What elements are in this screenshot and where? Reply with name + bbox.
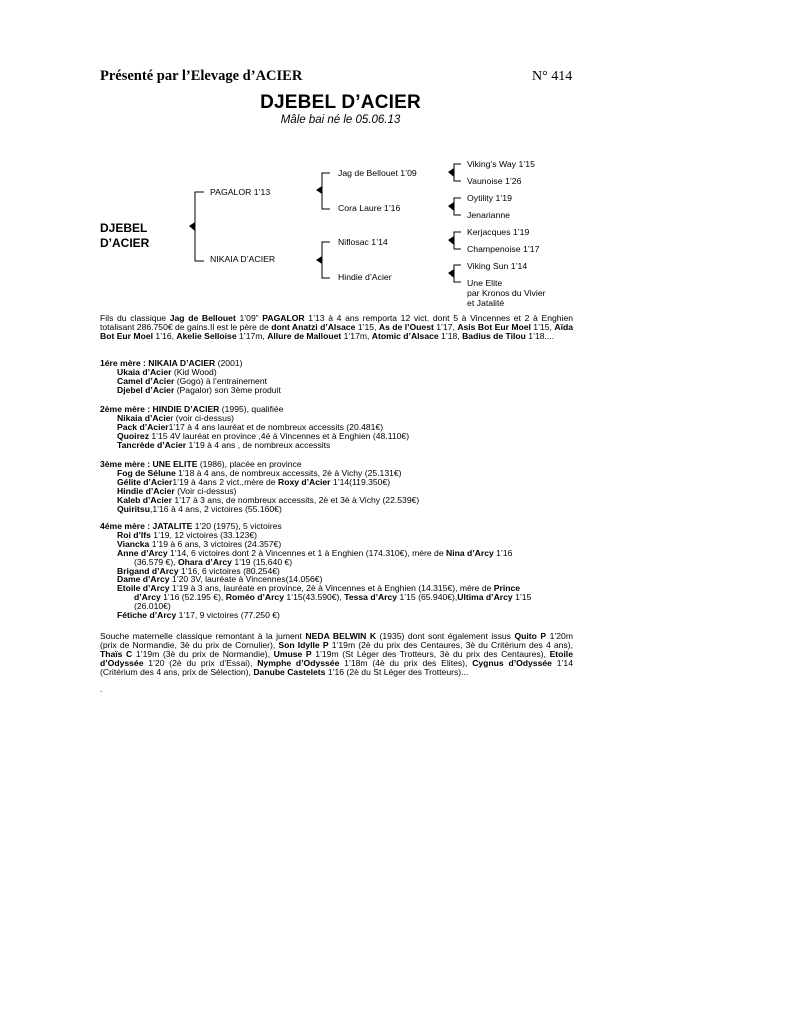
list-item: Roi d’Ifs 1’19, 12 victoires (33.123€) bbox=[117, 529, 257, 540]
catalog-number: N° 414 bbox=[532, 69, 573, 84]
horse-name-line1: DJEBEL bbox=[100, 221, 148, 235]
bracket-gg1 bbox=[454, 164, 461, 181]
list-item: Quoirez 1’15 4V lauréat en province ,4é à Vincennes et à Enghien (48.110€) bbox=[117, 430, 410, 441]
arrow-gg2 bbox=[448, 202, 454, 211]
arrow-gg1 bbox=[448, 168, 454, 177]
list-item: Djebel d’Acier (Pagalor) son 3ème produit bbox=[117, 384, 281, 395]
pedigree-sire-sire: Jag de Bellouet 1’09 bbox=[338, 168, 417, 178]
bracket-gg2 bbox=[454, 198, 461, 215]
arrow-gen1 bbox=[189, 222, 195, 231]
list-item: Fog de Sélune 1’18 à 4 ans, de nombreux accessits, 2è à Vichy (25.131€) bbox=[117, 467, 402, 478]
third-dam-section bbox=[100, 460, 573, 513]
list-item: Quiritsu,1’16 à 4 ans, 2 victoires (55.160€) bbox=[117, 503, 282, 514]
list-item: Anne d’Arcy 1’14, 6 victoires dont 2 à Vincennes et 1 à Enghien (174.310€), mère de Nina d’Arcy 1’16 bbox=[117, 547, 513, 558]
list-item-continued: (36.579 €), Ohara d’Arcy 1’19 (15.640 €) bbox=[134, 556, 293, 567]
pedigree-brackets bbox=[0, 0, 791, 320]
bracket-gen1 bbox=[195, 192, 204, 261]
list-item-continued: d’Arcy 1’16 (52.195 €), Roméo d’Arcy 1’15(43.590€), Tessa d’Arcy 1’15 (65.940€),Ultima d’Arcy 1’15 bbox=[134, 592, 532, 603]
second-dam-heading: 2ème mère : HINDIE D’ACIER (1995), qualifiée bbox=[100, 404, 284, 414]
pedigree-gg-6: Champenoise 1’17 bbox=[467, 244, 540, 254]
list-item: Dame d’Arcy 1’20 3V, lauréate à Vincennes(14.056€) bbox=[117, 574, 323, 585]
pedigree-dam-dam: Hindie d’Acier bbox=[338, 272, 392, 282]
fourth-dam-section bbox=[100, 522, 573, 620]
bracket-sire bbox=[322, 173, 330, 209]
horse-name-block bbox=[100, 221, 149, 251]
list-item: Tancrède d’Acier 1’19 à 4 ans , de nombreux accessits bbox=[117, 439, 331, 450]
arrow-sire bbox=[316, 186, 322, 194]
pedigree-gg-note-2: et Jatalité bbox=[467, 298, 505, 308]
pedigree-sire-dam: Cora Laure 1’16 bbox=[338, 203, 401, 213]
list-item: Camel d’Acier (Gogo) à l’entrainement bbox=[117, 375, 267, 386]
first-dam-heading: 1ére mère : NIKAIA D’ACIER (2001) bbox=[100, 358, 243, 368]
fourth-dam-heading: 4éme mère : JATALITE 1’20 (1975), 5 victoires bbox=[100, 521, 282, 531]
pedigree-dam: NIKAIA D’ACIER bbox=[210, 254, 276, 264]
arrow-gg3 bbox=[448, 236, 454, 245]
list-item: Fétiche d’Arcy 1’17, 9 victoires (77.250 €) bbox=[117, 610, 280, 621]
horse-name-line2: D’ACIER bbox=[100, 236, 150, 250]
maternal-line-paragraph: Souche maternelle classique remontant à la jument NEDA BELWIN K (1935) dont sont également issus Quito P 1’20m (prix de Normandie, 3è du prix de Cornulier), Son Idylle P 1’19m (2è du prix des Centaures, 3è du Critérium des 4 ans), Thaïs C 1’19m (3è du prix de Normandie), Umuse P 1’19m (St Léger des Trotteurs, 3è du prix des Centaures), Etoile d’Odyssée 1’20 (2è du prix d’Essai), Nymphe d’Odyssée 1’18m (4è du prix des Elites), Cygnus d’Odyssée 1’14 (Critérium des 4 ans, prix de Sélection), Danube Castelets 1’16 (2è du St Léger des Trotteurs)... bbox=[100, 631, 573, 677]
pedigree-gg-7: Viking Sun 1’14 bbox=[467, 261, 528, 271]
arrow-dam bbox=[316, 256, 322, 264]
pedigree-sire: PAGALOR 1’13 bbox=[210, 187, 271, 197]
list-item: Gélite d’Acier1’19 à 4ans 2 vict.,mère de Roxy d’Acier 1’14(119.350€) bbox=[117, 476, 391, 487]
bracket-gg3 bbox=[454, 232, 461, 249]
page-title: DJEBEL D’ACIER bbox=[260, 92, 421, 113]
list-item: Ukaia d’Acier (Kid Wood) bbox=[117, 366, 217, 377]
page-subtitle: Mâle bai né le 05.06.13 bbox=[280, 114, 401, 126]
second-dam-section bbox=[100, 405, 573, 450]
bracket-dam bbox=[322, 242, 330, 278]
list-item: Nikaia d’Acier (voir ci-dessus) bbox=[117, 412, 235, 423]
list-item: Etoile d’Arcy 1’19 à 3 ans, lauréate en province, 2è à Vincennes et à Enghien (14.315€), mère de Prince bbox=[117, 583, 521, 594]
list-item: Brigand d’Arcy 1’16, 6 victoires (80.254€) bbox=[117, 565, 280, 576]
pedigree-gg-5: Kerjacques 1’19 bbox=[467, 227, 530, 237]
pedigree-gg-3: Oytility 1’19 bbox=[467, 193, 512, 203]
list-item: Hindie d’Acier (Voir ci-dessus) bbox=[117, 485, 237, 496]
list-item: Kaleb d’Acier 1’17 à 3 ans, de nombreux accessits, 2è et 3è à Vichy (22.539€) bbox=[117, 494, 420, 505]
list-item-continued: (26.010€) bbox=[134, 601, 171, 612]
pedigree-dam-sire: Niflosac 1’14 bbox=[338, 237, 388, 247]
pedigree-gg-note-1: par Kronos du Vivier bbox=[467, 288, 546, 298]
bracket-gg4 bbox=[454, 265, 461, 282]
third-dam-heading: 3ème mère : UNE ELITE (1986), placée en province bbox=[100, 459, 302, 469]
list-item: Pack d’Acier1’17 à 4 ans lauréat et de nombreux accessits (20.481€) bbox=[117, 421, 384, 432]
list-item: Viancka 1’19 à 6 ans, 3 victoires (24.357€) bbox=[117, 538, 282, 549]
sire-paragraph: Fils du classique Jag de Bellouet 1’09” PAGALOR 1’13 à 4 ans remporta 12 vict. dont 5 à Vincennes et 2 à Enghien totalisant 286.750€ de gains.Il est le père de dont Anatzi d’Alsace 1’15, As de l’Ouest 1’17, Asis Bot Eur Moel 1’15, Aïda Bot Eur Moel 1’16, Akelie Selloise 1’17m, Allure de Mallouet 1’17m, Atomic d’Alsace 1’18, Badius de Tilou 1’18.... bbox=[100, 313, 574, 341]
first-dam-section bbox=[100, 359, 573, 395]
presenter-heading: Présenté par l’Elevage d’ACIER bbox=[100, 68, 303, 84]
trailing-dot: . bbox=[100, 684, 103, 694]
arrow-gg4 bbox=[448, 269, 454, 278]
pedigree-gg-8: Une Elite bbox=[467, 278, 503, 288]
pedigree-gg-4: Jenarianne bbox=[467, 210, 510, 220]
pedigree-gg-1: Viking’s Way 1’15 bbox=[467, 159, 535, 169]
pedigree-gg-2: Vaunoise 1’26 bbox=[467, 176, 522, 186]
